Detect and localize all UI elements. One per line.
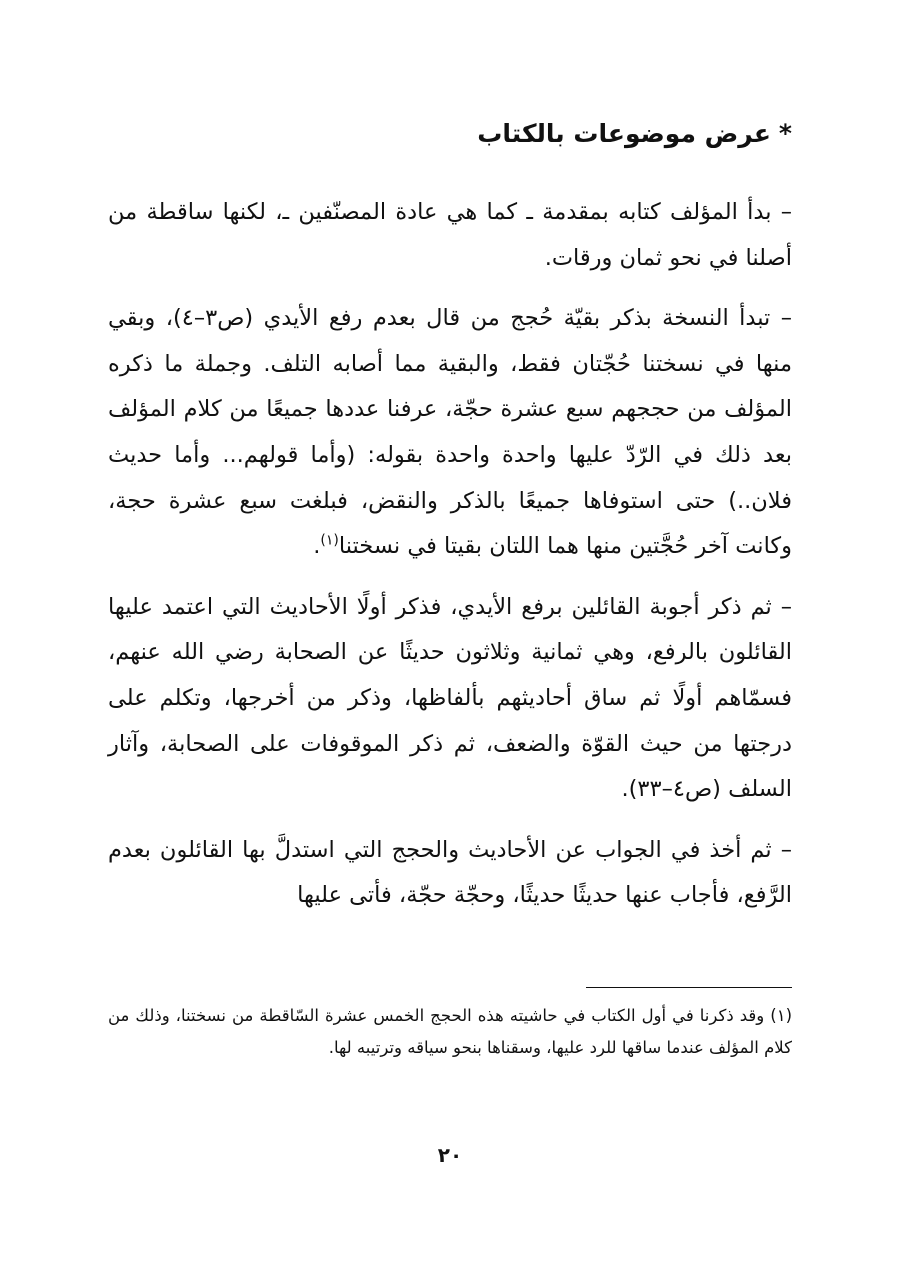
paragraph-arguments-end: . bbox=[313, 533, 321, 560]
section-title: عرض موضوعات بالكتاب bbox=[477, 119, 771, 148]
paragraph-arguments-text: – تبدأ النسخة بذكر بقيّة حُجج من قال بعدم رفع الأيدي (ص٣–٤)، وبقي منها في نسختنا حُجّتان فقط، والبقية مما أصابه التلف. وجملة ما ذكره المؤلف من حججهم سبع عشرة حجّة، عرفنا عددها جميعًا من كلام المؤلف بعد ذلك في الرّدّ عليها واحدة واحدة بقوله: (وأما قولهم... وأما حديث فلان..) حتى استوفاها جميعًا بالذكر والنقض، فبلغت سبع عشرة حجة، وكانت آخر حُجَّتين منها هما اللتان بقيتا في نسختنا bbox=[108, 305, 792, 560]
footnote-reference[interactable]: (١) bbox=[320, 532, 339, 549]
paragraph-answers: – ثم ذكر أجوبة القائلين برفع الأيدي، فذكر أولًا الأحاديث التي اعتمد عليها القائلون بالرفع، وهي ثمانية وثلاثون حديثًا عن الصحابة رضي الله عنهم، فسمّاهم أولًا ثم ساق أحاديثهم بألفاظها، وذكر من أخرجها، وتكلم على درجتها من حيث القوّة والضعف، ثم ذكر الموقوفات على الصحابة، وآثار السلف (ص٤–٣٣). bbox=[108, 593, 792, 803]
footnote bbox=[108, 1000, 792, 1064]
paragraph-rebuttals: – ثم أخذ في الجواب عن الأحاديث والحجج التي استدلَّ بها القائلون بعدم الرَّفع، فأجاب عنها حديثًا حديثًا، وحجّة حجّة، فأتى عليها bbox=[108, 836, 792, 909]
asterisk-marker: * bbox=[778, 119, 792, 148]
main-text bbox=[108, 190, 792, 934]
footnote-text: (١) وقد ذكرنا في أول الكتاب في حاشيته هذه الحجج الخمس عشرة السّاقطة من نسختنا، وذلك من كلام المؤلف عندما ساقها للرد عليها، وسقناها بنحو سياقه وترتيبه لها. bbox=[108, 1006, 792, 1057]
page-number: ٢٠ bbox=[437, 1143, 463, 1167]
paragraph-introduction: – بدأ المؤلف كتابه بمقدمة ـ كما هي عادة المصنّفين ـ، لكنها ساقطة من أصلنا في نحو ثمان ورقات. bbox=[108, 199, 792, 271]
footnote-divider bbox=[586, 987, 792, 988]
paragraph-arguments bbox=[108, 296, 792, 570]
section-heading bbox=[477, 112, 792, 156]
